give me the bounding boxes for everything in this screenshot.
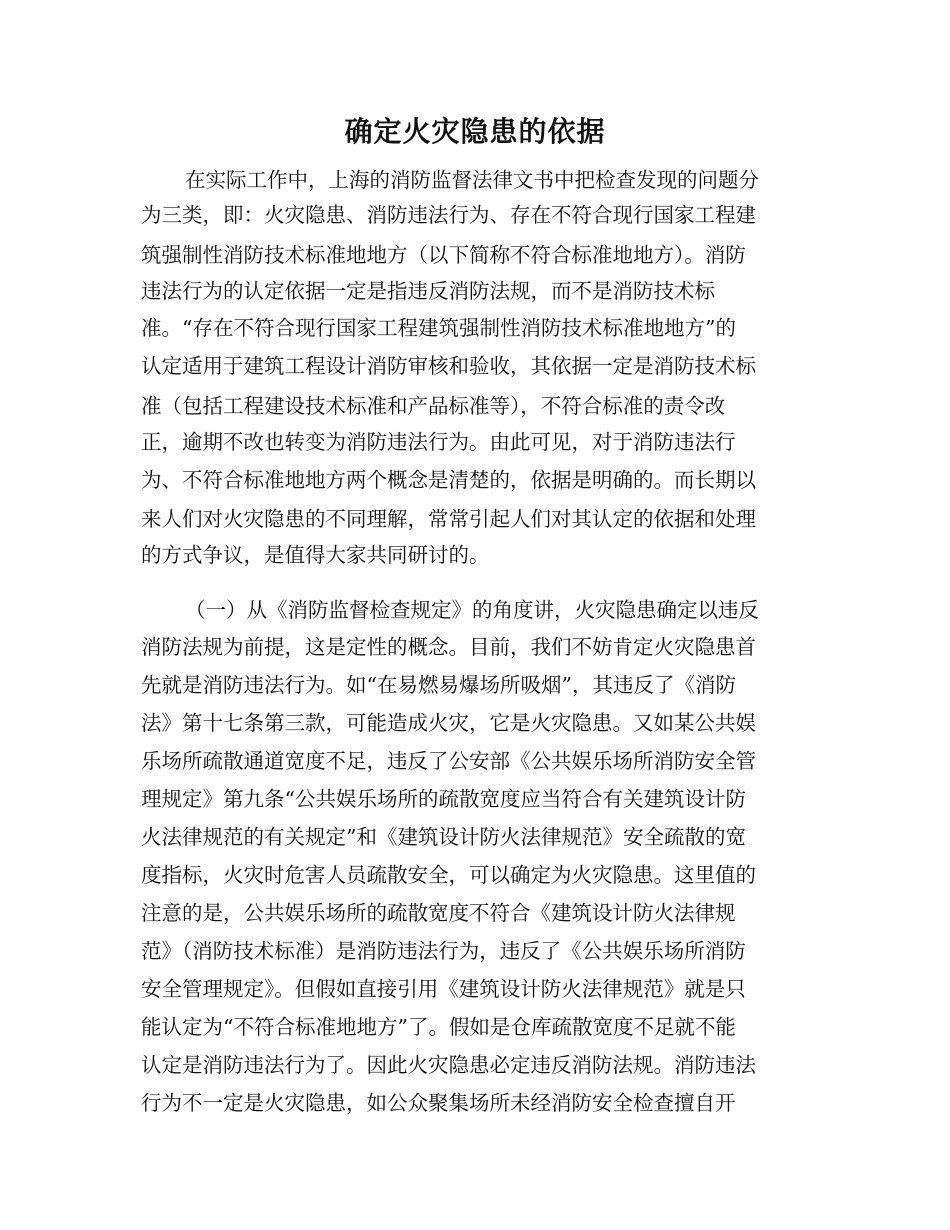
- paragraph-1-line-5: 准。“存在不符合现行国家工程建筑强制性消防技术标准地地方”的: [141, 316, 736, 340]
- paragraph-1-line-4: 违法行为的认定依据一定是指违反消防法规，而不是消防技术标: [141, 279, 715, 303]
- paragraph-2-line-11: 安全管理规定》。但假如直接引用《建筑设计防火法律规范》就是只: [141, 977, 746, 1001]
- paragraph-2-line-6: 理规定》第九条“公共娱乐场所的疏散宽度应当符合有关建筑设计防: [141, 787, 746, 811]
- document-title: 确定火灾隐患的依据: [344, 115, 606, 148]
- paragraph-1-line-2: 为三类，即：火灾隐患、消防违法行为、存在不符合现行国家工程建: [141, 203, 756, 227]
- paragraph-2-line-10: 范》（消防技术标准）是消防违法行为，违反了《公共娱乐场所消防: [141, 939, 746, 963]
- paragraph-2-line-7: 火法律规范的有关规定”和《建筑设计防火法律规范》安全疏散的宽: [141, 825, 746, 849]
- paragraph-1-line-9: 为、不符合标准地地方两个概念是清楚的，依据是明确的。而长期以: [141, 468, 756, 492]
- paragraph-1-line-7: 准（包括工程建设技术标准和产品标准等），不符合标准的责令改: [141, 394, 726, 418]
- paragraph-1-line-10: 来人们对火灾隐患的不同理解，常常引起人们对其认定的依据和处理: [141, 507, 756, 531]
- paragraph-1-line-6: 认定适用于建筑工程设计消防审核和验收，其依据一定是消防技术标: [141, 354, 756, 378]
- paragraph-1-line-3: 筑强制性消防技术标准地地方（以下简称不符合标准地地方）。消防: [141, 243, 746, 267]
- paragraph-2-line-3: 先就是消防违法行为。如“在易燃易爆场所吸烟”，其违反了《消防: [141, 673, 736, 697]
- paragraph-1-line-1: 在实际工作中，上海的消防监督法律文书中把检查发现的问题分: [185, 168, 759, 192]
- paragraph-2-line-12: 能认定为“不符合标准地地方”了。假如是仓库疏散宽度不足就不能: [141, 1015, 736, 1039]
- paragraph-1-line-8: 正，逾期不改也转变为消防违法行为。由此可见，对于消防违法行: [141, 430, 736, 454]
- paragraph-2-line-8: 度指标，火灾时危害人员疏散安全，可以确定为火灾隐患。这里值的: [141, 863, 756, 887]
- paragraph-1-line-11: 的方式争议，是值得大家共同研讨的。: [141, 543, 490, 567]
- paragraph-2-line-1: （一）从《消防监督检查规定》的角度讲，火灾隐患确定以违反: [185, 598, 759, 622]
- paragraph-2-line-2: 消防法规为前提，这是定性的概念。目前，我们不妨肯定火灾隐患首: [141, 635, 756, 659]
- paragraph-2-line-13: 认定是消防违法行为了。因此火灾隐患必定违反消防法规。消防违法: [141, 1053, 756, 1077]
- paragraph-2-line-4: 法》第十七条第三款，可能造成火灾，它是火灾隐患。又如某公共娱: [141, 711, 756, 735]
- paragraph-2-line-14: 行为不一定是火灾隐患，如公众聚集场所未经消防安全检查擅自开: [141, 1091, 736, 1115]
- paragraph-2-line-5: 乐场所疏散通道宽度不足，违反了公安部《公共娱乐场所消防安全管: [141, 749, 756, 773]
- paragraph-2-line-9: 注意的是，公共娱乐场所的疏散宽度不符合《建筑设计防火法律规: [141, 901, 736, 925]
